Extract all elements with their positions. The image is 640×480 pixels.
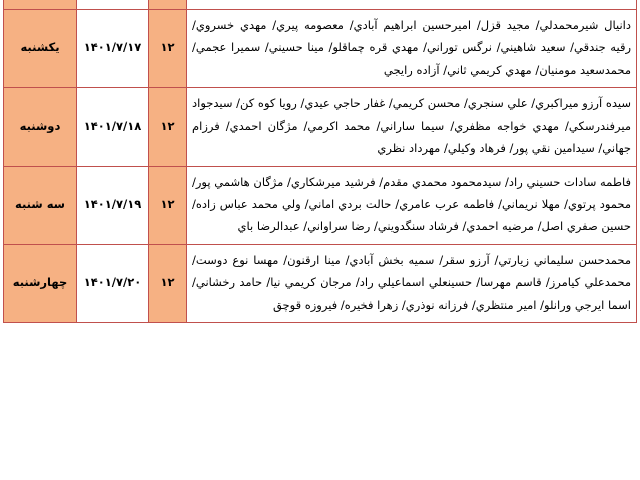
cell-count: ۱۲ [149, 166, 187, 244]
cell-names: سيده آرزو ميراكبري/ علي سنجري/ محسن كريمي/ غفار حاجي عيدي/ رويا كوه كن/ سيدجواد ميرفندرسكي/ مهدي خواجه مظفري/ سيما ساراني/ محمد اكرمي/ مژگان احمدي/ فرزام جهاني/ سيدامين نقي پور/ فرهاد وكيلي/ مهرداد نظري [187, 88, 637, 166]
cell-day: چهارشنبه [4, 244, 77, 322]
cell-names: فاطمه سادات حسيني راد/ سيدمحمود محمدي مقدم/ فرشيد ميرشكاري/ مژگان هاشمي پور/ محمود پرتوي/ مهلا نريماني/ فاطمه عرب عامري/ حالت بردي اماني/ ولي محمد عباس زاده/ حسين صفري اصل/ مرضيه احمدي/ فرشاد سنگدويني/ رضا سراواني/ عبدالرضا باي [187, 166, 637, 244]
table-row [4, 88, 637, 166]
cell-date: ۱۴۰۱/۷/۱۸ [77, 88, 149, 166]
cell-day: دوشنبه [4, 88, 77, 166]
schedule-table [3, 0, 637, 323]
cell-date [77, 0, 149, 10]
cell-day [4, 0, 77, 10]
table-row [4, 0, 637, 10]
cell-day: يكشنبه [4, 10, 77, 88]
cell-count: ۱۲ [149, 244, 187, 322]
table-row [4, 10, 637, 88]
table-row [4, 244, 637, 322]
cell-date: ۱۴۰۱/۷/۲۰ [77, 244, 149, 322]
cell-names: محمدحسن سليماني زيارتي/ آرزو سقر/ سميه بخش آبادي/ مينا ارقنون/ مهسا نوع دوست/ محمدعلي كيامرز/ قاسم مهرسا/ حسينعلي اسماعيلي راد/ مرجان كريمي نيا/ حامد رخشاني/ اسما ايرجي ورانلو/ امير منتظري/ فرزانه نوذري/ زهرا فخيره/ فيروزه قوچق [187, 244, 637, 322]
cell-names: دانيال شيرمحمدلي/ مجيد قزل/ اميرحسين ابراهيم آبادي/ معصومه پيري/ مهدي خسروي/ رقيه جندقي/ سعيد شاهيني/ نرگس توراني/ مهدي قره چماقلو/ مينا حسيني/ سميرا عجمي/ محمدسعيد مومنيان/ مهدي كريمي ثاني/ آزاده رايجي [187, 10, 637, 88]
cell-date: ۱۴۰۱/۷/۱۷ [77, 10, 149, 88]
schedule-table-body [4, 0, 637, 323]
cell-day: سه شنبه [4, 166, 77, 244]
cell-count [149, 0, 187, 10]
cell-names [187, 0, 637, 10]
table-row [4, 166, 637, 244]
cell-date: ۱۴۰۱/۷/۱۹ [77, 166, 149, 244]
cell-count: ۱۲ [149, 10, 187, 88]
cell-count: ۱۲ [149, 88, 187, 166]
